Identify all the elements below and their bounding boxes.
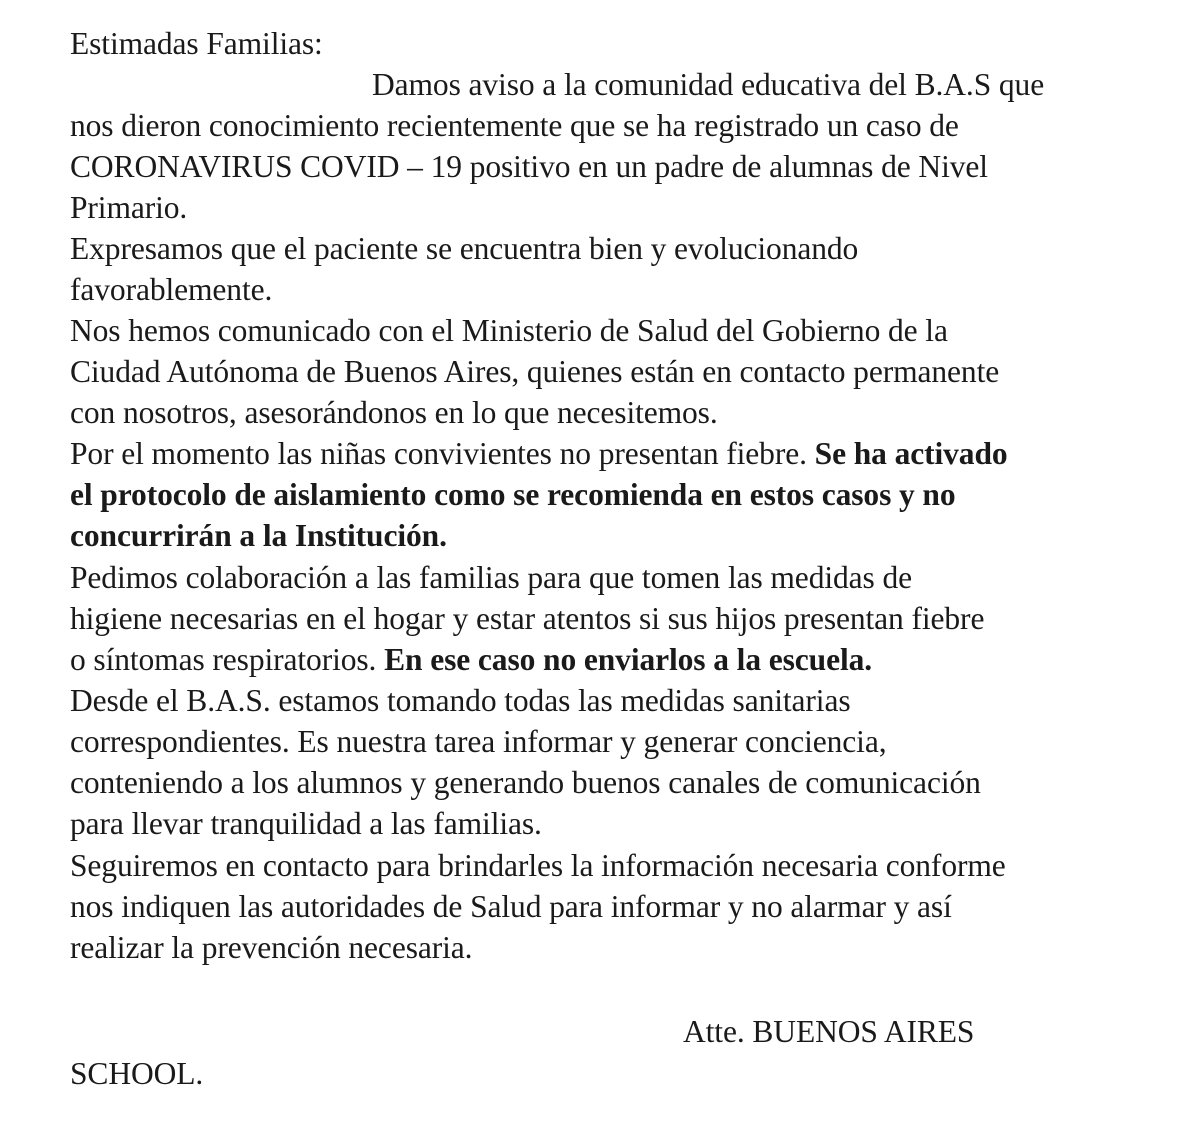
line-text: CORONAVIRUS COVID – 19 positivo en un padre de alumnas de Nivel bbox=[70, 149, 988, 184]
paragraph-line bbox=[70, 188, 187, 228]
line-text: Seguiremos en contacto para brindarles la información necesaria conforme bbox=[70, 848, 1006, 883]
paragraph-line bbox=[70, 393, 718, 433]
line-text: realizar la prevención necesaria. bbox=[70, 930, 473, 965]
paragraph-line bbox=[372, 65, 1044, 105]
paragraph-line bbox=[70, 804, 542, 844]
line-text: Ciudad Autónoma de Buenos Aires, quienes están en contacto permanente bbox=[70, 354, 1000, 389]
paragraph-line bbox=[70, 147, 988, 187]
paragraph-line bbox=[70, 475, 956, 515]
line-text: Desde el B.A.S. estamos tomando todas las medidas sanitarias bbox=[70, 683, 851, 718]
line-text: Por el momento las niñas convivientes no presentan fiebre. bbox=[70, 436, 815, 471]
line-text: nos dieron conocimiento recientemente que se ha registrado un caso de bbox=[70, 108, 959, 143]
paragraph-line bbox=[70, 558, 912, 598]
paragraph-line bbox=[70, 270, 272, 310]
paragraph-line bbox=[70, 681, 851, 721]
line-text: Nos hemos comunicado con el Ministerio de Salud del Gobierno de la bbox=[70, 313, 948, 348]
paragraph-line bbox=[70, 106, 959, 146]
paragraph-line bbox=[70, 599, 984, 639]
line-text: con nosotros, asesorándonos en lo que necesitemos. bbox=[70, 395, 718, 430]
line-text: higiene necesarias en el hogar y estar atentos si sus hijos presentan fiebre bbox=[70, 601, 985, 636]
line-text: Damos aviso a la comunidad educativa del B.A.S que bbox=[372, 67, 1045, 102]
line-bold-text: el protocolo de aislamiento como se recomienda en estos casos y no bbox=[70, 477, 956, 512]
paragraph-line bbox=[70, 763, 981, 803]
line-bold-text: concurrirán a la Institución. bbox=[70, 518, 447, 553]
paragraph-line bbox=[70, 434, 1008, 474]
signature-line-1: Atte. BUENOS AIRES bbox=[683, 1014, 975, 1049]
paragraph-line bbox=[70, 928, 472, 968]
paragraph-line bbox=[70, 229, 858, 269]
line-text: Pedimos colaboración a las familias para que tomen las medidas de bbox=[70, 560, 912, 595]
line-text: favorablemente. bbox=[70, 272, 273, 307]
paragraph-line bbox=[70, 352, 999, 392]
line-text: Expresamos que el paciente se encuentra bien y evolucionando bbox=[70, 231, 859, 266]
paragraph-line bbox=[70, 640, 872, 680]
paragraph-line bbox=[70, 311, 948, 351]
paragraph-line bbox=[70, 887, 952, 927]
paragraph-line bbox=[70, 516, 447, 556]
line-text: o síntomas respiratorios. bbox=[70, 642, 385, 677]
line-text: correspondientes. Es nuestra tarea informar y generar conciencia, bbox=[70, 724, 887, 759]
salutation: Estimadas Familias: bbox=[70, 26, 323, 61]
line-bold-text: En ese caso no enviarlos a la escuela. bbox=[384, 642, 873, 677]
line-text: conteniendo a los alumnos y generando buenos canales de comunicación bbox=[70, 765, 981, 800]
line-text: para llevar tranquilidad a las familias. bbox=[70, 806, 542, 841]
paragraph-line bbox=[70, 846, 1006, 886]
line-text: nos indiquen las autoridades de Salud para informar y no alarmar y así bbox=[70, 889, 952, 924]
line-bold-text: Se ha activado bbox=[814, 436, 1008, 471]
signature-line-2: SCHOOL. bbox=[70, 1056, 204, 1091]
paragraph-line bbox=[70, 722, 886, 762]
line-text: Primario. bbox=[70, 190, 188, 225]
